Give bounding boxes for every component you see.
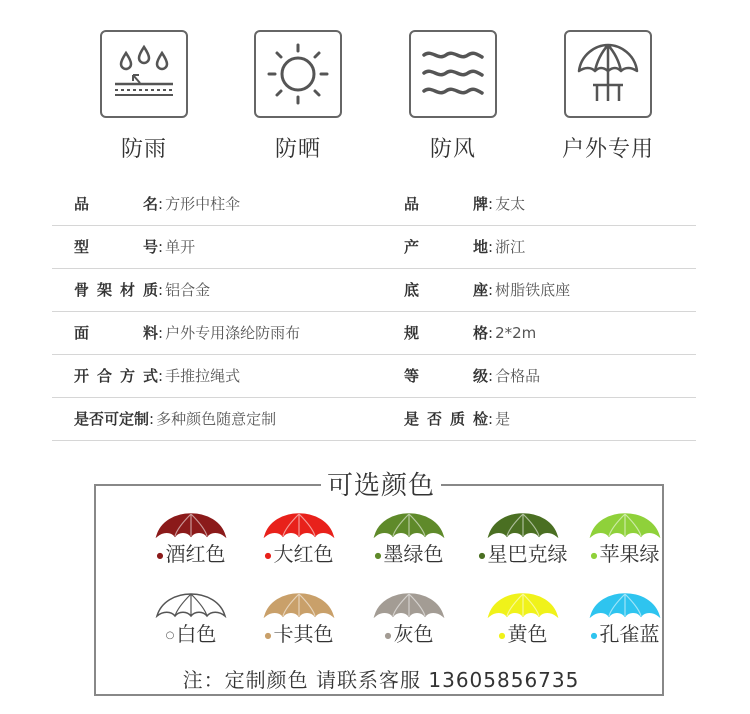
- color-swatch[interactable]: [354, 512, 464, 567]
- spec-key: 型号: [74, 238, 158, 256]
- color-label: 星巴克绿: [487, 542, 568, 566]
- color-swatch[interactable]: [244, 512, 354, 567]
- spec-row: [52, 226, 696, 269]
- spec-value: 浙江: [495, 238, 526, 256]
- feature-outdoor: [538, 30, 678, 163]
- spec-item: [404, 269, 570, 312]
- spec-row: [52, 398, 696, 441]
- spec-value: 手推拉绳式: [165, 367, 241, 385]
- umbrella-icon: [371, 512, 447, 540]
- color-swatch[interactable]: [136, 512, 246, 567]
- outdoor-umbrella-icon: [564, 30, 652, 118]
- color-name: [136, 538, 246, 567]
- umbrella-icon: [261, 592, 337, 620]
- feature-label: 户外专用: [561, 137, 654, 162]
- color-dot: ●: [478, 551, 486, 560]
- spec-key: 品名: [74, 195, 158, 213]
- color-swatch[interactable]: [354, 592, 464, 647]
- spec-colon: :: [158, 238, 164, 256]
- color-label: 酒红色: [165, 542, 226, 566]
- color-label: 墨绿色: [383, 542, 444, 566]
- color-dot: ○: [165, 630, 175, 641]
- spec-colon: :: [488, 410, 494, 428]
- spec-value: 多种颜色随意定制: [156, 410, 277, 428]
- color-name: [244, 538, 354, 567]
- color-label: 苹果绿: [599, 542, 660, 566]
- spec-colon: :: [488, 324, 494, 342]
- color-dot: ●: [384, 631, 392, 640]
- color-dot: ●: [156, 551, 164, 560]
- color-label: 卡其色: [273, 622, 334, 646]
- wind-proof-icon: [409, 30, 497, 118]
- feature-label: 防雨: [120, 137, 167, 162]
- spec-item: [404, 312, 536, 355]
- color-label: 灰色: [393, 622, 434, 646]
- color-swatch[interactable]: [570, 592, 680, 647]
- spec-colon: :: [488, 367, 494, 385]
- spec-value: 是: [495, 410, 511, 428]
- spec-value: 单开: [165, 238, 196, 256]
- spec-value: 树脂铁底座: [495, 281, 571, 299]
- color-dot: ●: [264, 551, 272, 560]
- color-dot: ●: [590, 551, 598, 560]
- spec-key: 是否可定制: [74, 410, 150, 428]
- spec-key: 规格: [404, 324, 488, 342]
- spec-item: [74, 355, 240, 398]
- spec-item: [404, 226, 525, 269]
- color-label: 白色: [176, 622, 217, 646]
- spec-item: [74, 183, 240, 226]
- umbrella-icon: [587, 592, 663, 620]
- umbrella-icon: [261, 512, 337, 540]
- color-options-panel: [94, 471, 664, 696]
- color-label: 孔雀蓝: [599, 622, 660, 646]
- sun-proof-icon: [254, 30, 342, 118]
- umbrella-icon: [371, 592, 447, 620]
- color-options-title: 可选颜色: [321, 465, 441, 502]
- umbrella-icon: [485, 512, 561, 540]
- spec-item: [404, 355, 540, 398]
- spec-value: 合格品: [495, 367, 541, 385]
- spec-row: [52, 183, 696, 226]
- color-dot: ●: [264, 631, 272, 640]
- feature-wind-proof: [383, 30, 523, 163]
- spec-row: [52, 269, 696, 312]
- color-swatch[interactable]: [468, 592, 578, 647]
- color-swatch[interactable]: [468, 512, 578, 567]
- feature-label: 防晒: [274, 137, 321, 162]
- feature-row: [0, 30, 750, 170]
- spec-row: [52, 312, 696, 355]
- spec-key: 面料: [74, 324, 158, 342]
- spec-colon: :: [158, 367, 164, 385]
- spec-row: [52, 355, 696, 398]
- spec-value: 铝合金: [165, 281, 211, 299]
- spec-item: [404, 183, 525, 226]
- color-name: [354, 538, 464, 567]
- spec-key: 产地: [404, 238, 488, 256]
- color-name: [244, 618, 354, 647]
- rain-proof-icon: [100, 30, 188, 118]
- spec-item: [404, 398, 510, 441]
- spec-colon: :: [488, 238, 494, 256]
- spec-colon: :: [488, 195, 494, 213]
- spec-colon: :: [149, 410, 155, 428]
- feature-sun-proof: [228, 30, 368, 163]
- spec-table: [52, 183, 696, 441]
- color-label: 黄色: [507, 622, 548, 646]
- color-dot: ●: [590, 631, 598, 640]
- umbrella-icon: [153, 512, 229, 540]
- spec-item: [74, 269, 210, 312]
- color-swatch[interactable]: [136, 592, 246, 647]
- color-label: 大红色: [273, 542, 334, 566]
- color-name: [468, 538, 578, 567]
- feature-rain-proof: [74, 30, 214, 163]
- color-swatch[interactable]: [244, 592, 354, 647]
- color-name: [570, 538, 680, 567]
- feature-label: 防风: [429, 137, 476, 162]
- spec-key: 开合方式: [74, 367, 158, 385]
- color-name: [570, 618, 680, 647]
- spec-key: 是否质检: [404, 410, 488, 428]
- umbrella-icon: [587, 512, 663, 540]
- custom-color-note: 注：定制颜色 请联系客服 13605856735: [182, 668, 580, 692]
- spec-value: 户外专用涤纶防雨布: [165, 324, 301, 342]
- spec-colon: :: [158, 195, 164, 213]
- spec-item: [74, 226, 195, 269]
- spec-item: [74, 312, 300, 355]
- color-name: [354, 618, 464, 647]
- spec-colon: :: [158, 324, 164, 342]
- spec-colon: :: [488, 281, 494, 299]
- spec-value: 友太: [495, 195, 526, 213]
- spec-key: 底座: [404, 281, 488, 299]
- color-name: [136, 618, 246, 647]
- spec-key: 骨架材质: [74, 281, 158, 299]
- spec-key: 品牌: [404, 195, 488, 213]
- spec-value: 方形中柱伞: [165, 195, 241, 213]
- color-swatch[interactable]: [570, 512, 680, 567]
- umbrella-icon: [485, 592, 561, 620]
- umbrella-icon: [153, 592, 229, 620]
- color-name: [468, 618, 578, 647]
- spec-key: 等级: [404, 367, 488, 385]
- spec-colon: :: [158, 281, 164, 299]
- spec-value: 2*2m: [495, 324, 537, 342]
- color-dot: ●: [374, 551, 382, 560]
- spec-item: [74, 398, 276, 441]
- color-dot: ●: [498, 631, 506, 640]
